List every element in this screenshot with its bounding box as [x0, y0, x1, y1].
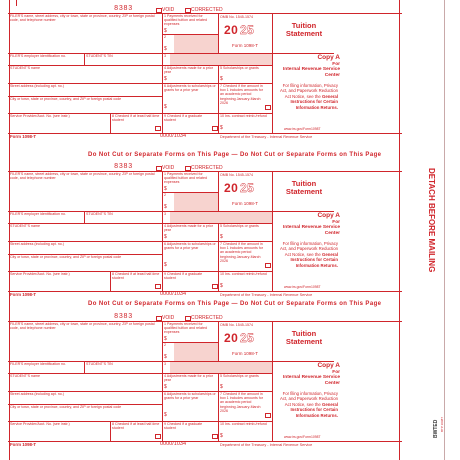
- vendor-mark: BWTED: [433, 419, 439, 438]
- street-label: Street address (including apt. no.): [10, 242, 64, 246]
- box3-shade: [170, 212, 272, 223]
- box9-label: 9 Checked if a graduate student: [164, 272, 203, 281]
- info-text: For filing information, Privacy Act, and Paperwork Reduction Act Notice, see the General Instructions for Certain Information Returns.: [279, 241, 338, 268]
- box10-dollar: $: [220, 283, 223, 289]
- box6-label: 6 Adjustments to scholarships or grants for a prior year: [164, 84, 216, 93]
- year-suffix: 25: [240, 23, 255, 37]
- copy-for: For: [332, 220, 340, 225]
- footer-code: 0000/1034: [160, 441, 186, 447]
- box9-checkbox[interactable]: [212, 126, 218, 131]
- corrected-label: CORRECTED: [191, 314, 223, 321]
- irs-url: www.irs.gov/Form1098T: [284, 285, 321, 289]
- box2-dollar: $: [164, 46, 167, 52]
- filer-ein-label: FILER'S employer identification no.: [10, 362, 67, 366]
- info-text: For filing information, Privacy Act, and Paperwork Reduction Act Notice, see the General Instructions for Certain Information Returns.: [279, 83, 338, 110]
- box5-label: 5 Scholarships or grants: [220, 66, 259, 70]
- box7-label: 7 Checked if the amount in box 1 includes amounts for an academic period beginning January-March 2026: [220, 84, 263, 105]
- street-label: Street address (including apt. no.): [10, 392, 64, 396]
- form-title: Tuition Statement: [285, 329, 323, 346]
- box6-dollar: $: [164, 412, 167, 418]
- copy-a-label: Copy A: [317, 362, 340, 369]
- omb-number: OMB No. 1545-1574: [220, 323, 253, 327]
- footer-form: Form 1098-T: [10, 291, 37, 297]
- filer-name-label: FILER'S name, street address, city or town, state or province, country, ZIP or foreign postal code, and telephone number: [10, 172, 155, 181]
- box7-checkbox[interactable]: [265, 263, 271, 268]
- box1-label: 1 Payments received for qualified tuition and related expenses: [164, 14, 207, 27]
- box1-dollar: $: [164, 186, 167, 192]
- student-name-label: STUDENT'S name: [10, 224, 41, 228]
- divider-col1: [162, 171, 163, 291]
- ein-divider: [84, 211, 85, 223]
- box2-label: 2: [164, 343, 166, 347]
- box8-label: 8 Checked if at least half-time student: [112, 422, 160, 431]
- box2-dollar: $: [164, 204, 167, 210]
- box7-checkbox[interactable]: [265, 413, 271, 418]
- box7-label: 7 Checked if the amount in box 1 includes amounts for an academic period beginning January-March 2026: [220, 392, 263, 413]
- void-label: VOID: [162, 164, 175, 171]
- corrected-label: CORRECTED: [191, 6, 223, 13]
- divider-col2: [218, 171, 219, 291]
- city-label: City or town, state or province, country, and ZIP or foreign postal code: [10, 405, 122, 409]
- year-prefix: 20: [224, 23, 239, 37]
- divider-col2: [218, 13, 219, 133]
- box10-dollar: $: [220, 125, 223, 131]
- copy-irs: Internal Revenue Service Center: [282, 225, 340, 236]
- box3-label: 3: [164, 212, 166, 216]
- footer-code: 0000/1034: [160, 133, 186, 139]
- form-name: Form 1098-T: [232, 43, 259, 48]
- footer-form: Form 1098-T: [10, 133, 37, 139]
- box7-label: 7 Checked if the amount in box 1 includes amounts for an academic period beginning January-March 2026: [220, 242, 263, 263]
- void-label: VOID: [162, 314, 175, 321]
- form-bottom-line: [8, 133, 402, 134]
- box3-shade: [170, 362, 272, 373]
- footer-form: Form 1098-T: [10, 441, 37, 447]
- detach-before-mailing: DETACH BEFORE MAILING: [427, 168, 436, 273]
- footer-dept: Department of the Treasury - Internal Revenue Service: [220, 292, 313, 297]
- student-tin-label: STUDENT'S TIN: [86, 362, 113, 366]
- box10-dollar: $: [220, 433, 223, 439]
- box2-shade: [174, 193, 218, 211]
- box4-dollar: $: [164, 76, 167, 82]
- irs-url: www.irs.gov/Form1098T: [284, 127, 321, 131]
- form-title: Tuition Statement: [285, 21, 323, 38]
- box3-label: 3: [164, 362, 166, 366]
- box9-label: 9 Checked if a graduate student: [164, 114, 203, 123]
- box3-shade: [170, 54, 272, 65]
- service-label: Service Provider/Acct. No. (see instr.): [10, 114, 70, 118]
- year-prefix: 20: [224, 181, 239, 195]
- filer-ein-label: FILER'S employer identification no.: [10, 54, 67, 58]
- box4-dollar: $: [164, 234, 167, 240]
- student-name-label: STUDENT'S name: [10, 374, 41, 378]
- box10-label: 10 Ins. contract reimb./refund: [220, 114, 267, 118]
- void-label: VOID: [162, 6, 175, 13]
- box4-label: 4 Adjustments made for a prior year: [164, 374, 213, 383]
- vendor-code: BTP 1098T: [440, 416, 444, 432]
- form-title: Tuition Statement: [285, 179, 323, 196]
- copy-irs: Internal Revenue Service Center: [282, 375, 340, 386]
- box2-dollar: $: [164, 354, 167, 360]
- box8-checkbox[interactable]: [155, 126, 161, 131]
- footer-dept: Department of the Treasury - Internal Revenue Service: [220, 442, 313, 447]
- form-bottom-line: [8, 441, 402, 442]
- do-not-cut-1: Do Not Cut or Separate Forms on This Page — Do Not Cut or Separate Forms on This Page: [88, 152, 382, 158]
- box10-label: 10 Ins. contract reimb./refund: [220, 422, 267, 426]
- form-1098t: [10, 5, 402, 139]
- form-bottom-line: [8, 291, 402, 292]
- divider-col1: [162, 13, 163, 133]
- box7-checkbox[interactable]: [265, 105, 271, 110]
- box2-shade: [174, 35, 218, 53]
- service-label: Service Provider/Acct. No. (see instr.): [10, 272, 70, 276]
- box4-dollar: $: [164, 384, 167, 390]
- form-1098t: [10, 313, 402, 447]
- ein-divider: [84, 53, 85, 65]
- omb-number: OMB No. 1545-1574: [220, 15, 253, 19]
- year-prefix: 20: [224, 331, 239, 345]
- box1-label: 1 Payments received for qualified tuition and related expenses: [164, 322, 207, 335]
- perforation-line: [444, 0, 445, 460]
- service-divider: [110, 271, 111, 291]
- box2-shade: [174, 343, 218, 361]
- box2-label: 2: [164, 35, 166, 39]
- student-tin-label: STUDENT'S TIN: [86, 212, 113, 216]
- box6-dollar: $: [164, 262, 167, 268]
- copy-for: For: [332, 370, 340, 375]
- form-name: Form 1098-T: [232, 201, 259, 206]
- box8-checkbox[interactable]: [155, 434, 161, 439]
- ein-divider: [84, 361, 85, 373]
- student-tin-label: STUDENT'S TIN: [86, 54, 113, 58]
- city-label: City or town, state or province, country, and ZIP or foreign postal code: [10, 97, 122, 101]
- corrected-label: CORRECTED: [191, 164, 223, 171]
- box8-checkbox[interactable]: [155, 284, 161, 289]
- do-not-cut-2: Do Not Cut or Separate Forms on This Page — Do Not Cut or Separate Forms on This Page: [88, 301, 382, 307]
- copy-a-label: Copy A: [317, 54, 340, 61]
- info-text: For filing information, Privacy Act, and Paperwork Reduction Act Notice, see the General Instructions for Certain Information Returns.: [279, 391, 338, 418]
- service-divider: [110, 421, 111, 441]
- copy-irs: Internal Revenue Service Center: [282, 67, 340, 78]
- box2-label: 2: [164, 193, 166, 197]
- omb-number: OMB No. 1545-1574: [220, 173, 253, 177]
- form-code: 8383: [114, 163, 133, 171]
- year-suffix: 25: [240, 331, 255, 345]
- box5-label: 5 Scholarships or grants: [220, 224, 259, 228]
- box9-checkbox[interactable]: [212, 284, 218, 289]
- form-code: 8383: [114, 5, 133, 13]
- filer-name-label: FILER'S name, street address, city or town, state or province, country, ZIP or foreign postal code, and telephone number: [10, 322, 155, 331]
- box5-dollar: $: [220, 76, 223, 82]
- year-suffix: 25: [240, 181, 255, 195]
- divider-col2: [218, 321, 219, 441]
- form-1098t: [10, 163, 402, 297]
- box5-dollar: $: [220, 234, 223, 240]
- footer-code: 0000/1034: [160, 291, 186, 297]
- box5-label: 5 Scholarships or grants: [220, 374, 259, 378]
- filer-name-label: FILER'S name, street address, city or town, state or province, country, ZIP or foreign postal code, and telephone number: [10, 14, 155, 23]
- divider-col1: [162, 321, 163, 441]
- box1-dollar: $: [164, 28, 167, 34]
- box6-dollar: $: [164, 104, 167, 110]
- box4-label: 4 Adjustments made for a prior year: [164, 224, 213, 233]
- box3-label: 3: [164, 54, 166, 58]
- footer-dept: Department of the Treasury - Internal Revenue Service: [220, 134, 313, 139]
- box1-dollar: $: [164, 336, 167, 342]
- box8-label: 8 Checked if at least half-time student: [112, 272, 160, 281]
- irs-url: www.irs.gov/Form1098T: [284, 435, 321, 439]
- filer-ein-label: FILER'S employer identification no.: [10, 212, 67, 216]
- box8-label: 8 Checked if at least half-time student: [112, 114, 160, 123]
- box1-label: 1 Payments received for qualified tuition and related expenses: [164, 172, 207, 185]
- service-divider: [110, 113, 111, 133]
- service-label: Service Provider/Acct. No. (see instr.): [10, 422, 70, 426]
- box6-label: 6 Adjustments to scholarships or grants for a prior year: [164, 242, 216, 251]
- street-label: Street address (including apt. no.): [10, 84, 64, 88]
- box6-label: 6 Adjustments to scholarships or grants for a prior year: [164, 392, 216, 401]
- copy-a-label: Copy A: [317, 212, 340, 219]
- top-tick: [16, 0, 17, 6]
- student-name-label: STUDENT'S name: [10, 66, 41, 70]
- box9-checkbox[interactable]: [212, 434, 218, 439]
- form-name: Form 1098-T: [232, 351, 259, 356]
- box4-label: 4 Adjustments made for a prior year: [164, 66, 213, 75]
- box5-dollar: $: [220, 384, 223, 390]
- copy-for: For: [332, 62, 340, 67]
- box10-label: 10 Ins. contract reimb./refund: [220, 272, 267, 276]
- box9-label: 9 Checked if a graduate student: [164, 422, 203, 431]
- city-label: City or town, state or province, country, and ZIP or foreign postal code: [10, 255, 122, 259]
- form-code: 8383: [114, 313, 133, 321]
